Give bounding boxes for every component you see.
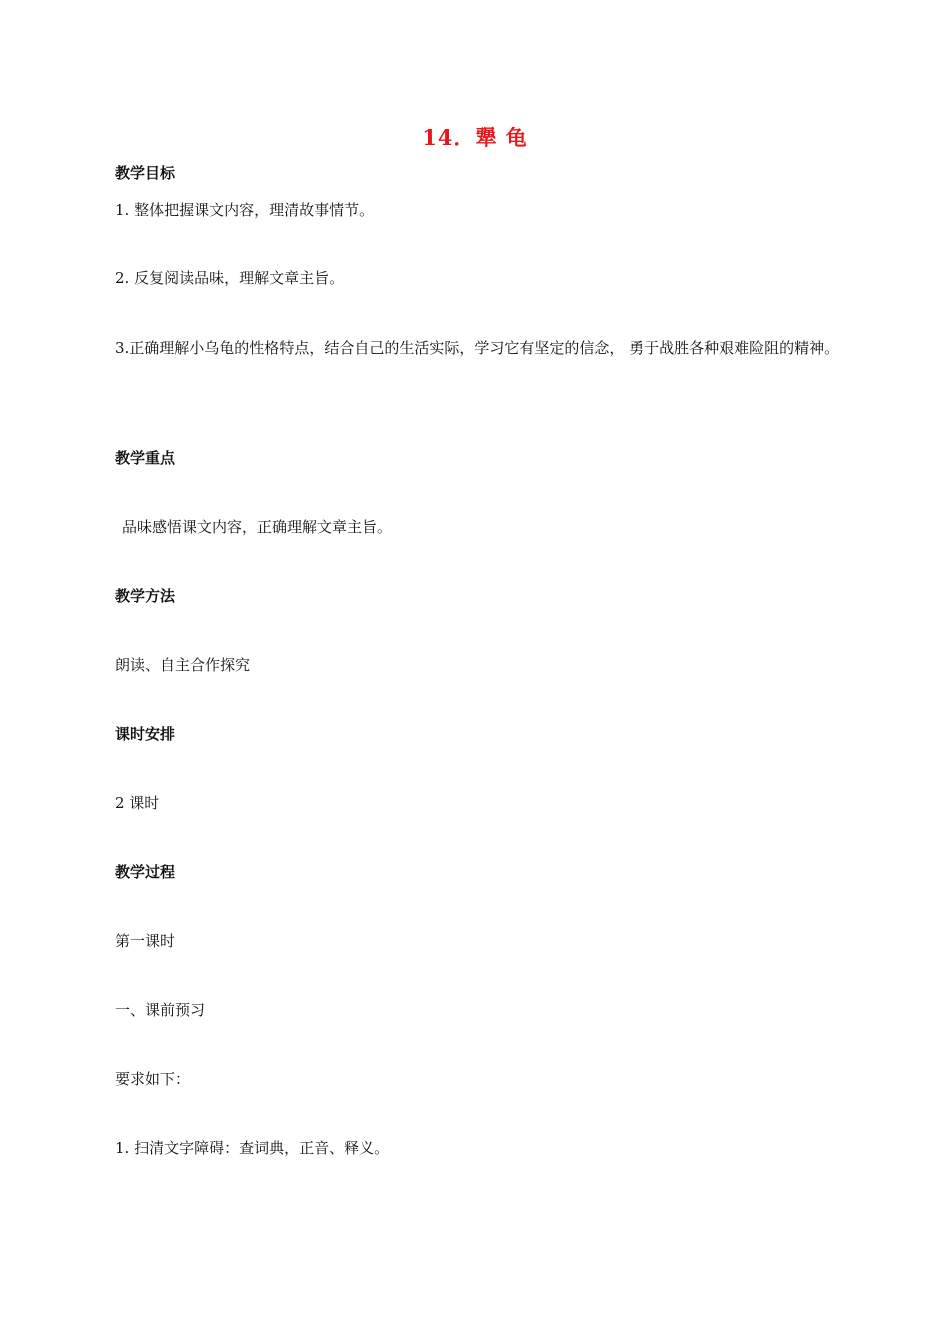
section-heading: 一、课前预习 <box>115 1001 206 1019</box>
page-title: 14．犟 龟 <box>422 125 528 150</box>
schedule-text: 2 课时 <box>115 794 160 812</box>
methods-text: 朗读、自主合作探究 <box>115 656 251 674</box>
key-points-heading: 教学重点 <box>115 449 176 467</box>
schedule-heading: 课时安排 <box>115 725 176 743</box>
objective-item-1: 1. 整体把握课文内容，理清故事情节。 <box>115 201 375 219</box>
objectives-heading: 教学目标 <box>115 164 176 182</box>
objective-item-3: 3.正确理解小乌龟的性格特点，结合自己的生活实际，学习它有坚定的信念， 勇于战胜各种艰难险阻的精神。 <box>115 339 840 357</box>
requirement-item-1: 1. 扫清文字障碍：查词典，正音、释义。 <box>115 1139 390 1157</box>
methods-heading: 教学方法 <box>115 587 176 605</box>
lesson-label: 第一课时 <box>115 932 176 950</box>
objective-item-2: 2. 反复阅读品味，理解文章主旨。 <box>115 269 345 287</box>
key-points-text: 品味感悟课文内容，正确理解文章主旨。 <box>122 518 393 536</box>
process-heading: 教学过程 <box>115 863 176 881</box>
requirement-text: 要求如下： <box>115 1070 191 1088</box>
